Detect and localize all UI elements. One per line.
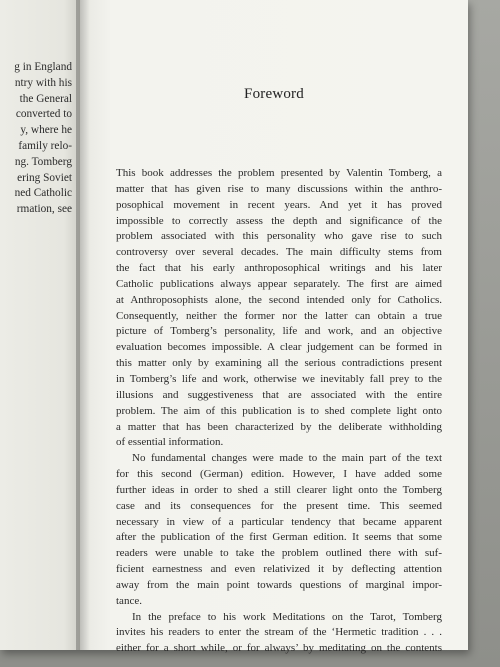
text-line: for this second (German) edition. However, I have added some <box>116 468 442 481</box>
text-line: a matter that has been characterized by the deliberate withholding <box>116 420 442 433</box>
text-line: impossible to correctly assess the depth and significance of the <box>116 214 442 227</box>
text-line: problem associated with this personality who gave rise to such <box>116 230 442 243</box>
left-line: g in England <box>14 61 72 73</box>
left-line: converted to <box>15 108 72 121</box>
left-line: the General <box>19 92 72 105</box>
text-line: illusions and suggestiveness that are associated with the entire <box>116 388 442 401</box>
paragraph-2 <box>116 451 442 609</box>
text-line: further ideas in order to shed a still clearer light onto the Tomberg <box>116 483 442 496</box>
left-line: rmation, see <box>16 203 72 216</box>
text-line: No fundamental changes were made to the main part of the text <box>132 452 442 465</box>
text-line: posophical movement in recent years. And yet it has proved <box>116 198 442 211</box>
text-line: evaluation becomes impossible. A clear judgement can be formed in <box>116 341 442 354</box>
text-line: of essential information. <box>116 436 224 449</box>
text-line: either for a short while, or for always’ by meditating on the contents <box>116 642 442 655</box>
body-text <box>116 166 442 657</box>
text-line: at Anthroposophists alone, the second intended only for Catholics. <box>116 293 442 306</box>
left-line: ntry with his <box>14 76 72 89</box>
text-line: ficient earnestness and even relativized it by deflecting attention <box>116 563 442 576</box>
left-page-text <box>0 60 72 218</box>
text-line: matter that has given rise to many discussions within the anthro- <box>116 182 442 195</box>
left-line: ng. Tomberg <box>14 155 72 168</box>
left-line: ned Catholic <box>14 187 72 200</box>
text-line: problem. The aim of this publication is to shed complete light onto <box>116 404 442 417</box>
text-line: away from the main point towards questions of marginal impor- <box>116 578 442 591</box>
left-line: family relo- <box>18 139 72 152</box>
page-title: Foreword <box>244 86 304 102</box>
left-page <box>0 0 80 650</box>
text-line: the fact that his early anthroposophical writings and his later <box>116 262 442 275</box>
text-line: invites his readers to enter the stream of the ‘Hermetic tradition . . . <box>116 626 442 639</box>
left-line: y, where he <box>20 124 72 137</box>
paragraph-3 <box>116 610 442 658</box>
text-line: in Tomberg’s life and work, otherwise we inevitably fall prey to the <box>116 372 442 385</box>
text-line: after the publication of the first German edition. It seems that some <box>116 531 442 544</box>
text-line: readers were unable to take the problem outlined there with suf- <box>116 547 442 560</box>
text-line: this matter only by examining all the serious contradictions present <box>116 357 442 370</box>
text-line: case and its consequences for the present time. This seemed <box>116 499 442 512</box>
text-line: In the preface to his work Meditations on the Tarot, Tomberg <box>132 610 442 623</box>
text-line: This book addresses the problem presented by Valentin Tomberg, a <box>116 167 442 179</box>
text-line: controversy over several decades. The main difficulty stems from <box>116 246 442 259</box>
text-line: picture of Tomberg’s personality, life and work, and an objective <box>116 325 442 338</box>
text-line: necessary in view of a particular tendency that became apparent <box>116 515 442 528</box>
text-line: Consequently, neither the former nor the latter can obtain a true <box>116 309 442 322</box>
text-line: tance. <box>116 594 142 607</box>
paragraph-1 <box>116 166 442 451</box>
left-line: ering Soviet <box>17 171 72 184</box>
text-line: Catholic publications always appear separately. The first are aimed <box>116 277 442 290</box>
